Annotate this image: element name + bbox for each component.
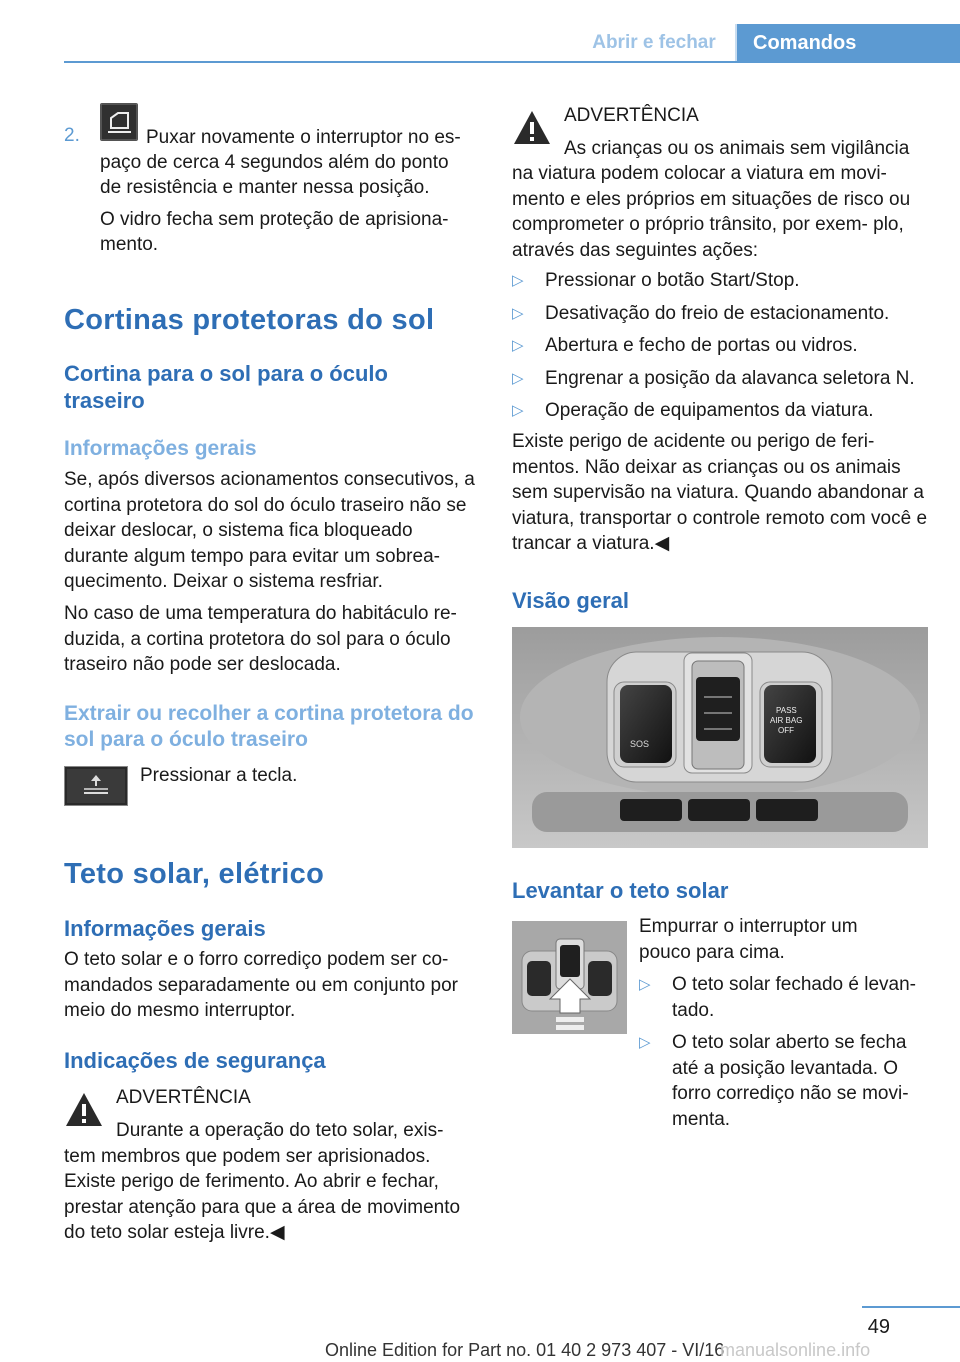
off-label: OFF bbox=[778, 726, 794, 735]
step-number: 2. bbox=[64, 125, 80, 146]
heading-info-gerais-1: Informações gerais bbox=[64, 437, 257, 460]
list-item: ▷ O teto solar fechado é levan- tado. bbox=[639, 974, 916, 1021]
pass-label: PASS bbox=[776, 706, 797, 715]
para-info-2: No caso de uma temperatura do habitáculo re- duzida, a cortina protetora do sol para o óculo traseiro não pode ser deslocada. bbox=[64, 603, 457, 675]
levantar-text: Empurrar o interruptor um pouco para cima. bbox=[639, 916, 858, 963]
heading-info-gerais-2: Informações gerais bbox=[64, 916, 266, 941]
sos-label: SOS bbox=[630, 739, 650, 749]
step-text-1: Puxar novamente o interruptor no es- bbox=[146, 127, 461, 148]
triangle-bullet-icon: ▷ bbox=[512, 402, 524, 419]
step-text-2: paço de cerca 4 segundos além do ponto bbox=[100, 152, 449, 173]
triangle-bullet-icon: ▷ bbox=[639, 976, 651, 993]
triangle-bullet-icon: ▷ bbox=[639, 1034, 651, 1051]
list-item: ▷ Pressionar o botão Start/Stop. bbox=[512, 268, 932, 294]
warn-end-right: Existe perigo de acidente ou perigo de feri- mentos. Não deixar as crianças ou os animais sem supervisão na viatura. Quando abandonar a viatura, transportar o controle remoto com você e trancar a viatura.◀ bbox=[512, 431, 928, 554]
step-note-2: mento. bbox=[100, 234, 159, 255]
edition-text: Online Edition for Part no. 01 40 2 973 407 - VI/16 bbox=[325, 1340, 725, 1360]
step-text-3: de resistência e manter nessa posição. bbox=[100, 177, 430, 198]
triangle-bullet-icon: ▷ bbox=[512, 304, 524, 322]
para-info-1: Se, após diversos acionamentos consecutivos, a cortina protetora do sol do óculo traseiro não se deixar deslocar, o sistema fica bloqueado durante algum tempo para evitar um sobrea- quecimento. Deixar o sistema resfriar. bbox=[64, 469, 475, 592]
list-item: ▷ Engrenar a posição da alavanca seletora N. bbox=[512, 366, 932, 392]
triangle-bullet-icon: ▷ bbox=[512, 272, 524, 289]
list-item: ▷ O teto solar aberto se fecha até a posição levantada. O forro corrediço não se movi- menta. bbox=[639, 1032, 909, 1130]
warning-bullet-list bbox=[512, 268, 932, 431]
sunblind-button-icon bbox=[64, 766, 128, 806]
left-column bbox=[64, 103, 480, 255]
list-item: ▷ Operação de equipamentos da viatura. bbox=[512, 398, 932, 424]
warn-title-left: ADVERTÊNCIA bbox=[116, 1087, 251, 1108]
heading-teto-solar: Teto solar, elétrico bbox=[64, 858, 325, 890]
heading-seguranca: Indicações de segurança bbox=[64, 1048, 326, 1073]
warn-title-right: ADVERTÊNCIA bbox=[564, 105, 699, 126]
header-rule bbox=[64, 61, 960, 63]
footer-rule bbox=[862, 1306, 960, 1308]
heading-extrair: Extrair ou recolher a cortina protetora do sol para o óculo traseiro bbox=[64, 702, 474, 751]
heading-levantar: Levantar o teto solar bbox=[512, 878, 729, 903]
heading-cortina-oculo: Cortina para o sol para o óculo traseiro bbox=[64, 361, 388, 413]
step-note-1: O vidro fecha sem proteção de aprisiona- bbox=[100, 209, 449, 230]
tab-abrir-e-fechar[interactable]: Abrir e fechar bbox=[592, 32, 716, 53]
warn-line-1-right: As crianças ou os animais sem vigilância bbox=[564, 138, 910, 159]
roof-switch-up-image bbox=[512, 921, 627, 1034]
step-2 bbox=[64, 103, 480, 255]
warn-text-left: Durante a operação do teto solar, exis- tem membros que podem ser aprisionados. Existe perigo de ferimento. Ao abrir e fechar, prestar atenção para que a área de movimento do teto solar esteja livre.◀ bbox=[64, 1120, 461, 1243]
watermark: manualsonline.info bbox=[720, 1340, 871, 1360]
heading-visao-geral: Visão geral bbox=[512, 588, 629, 613]
list-item: ▷ Desativação do freio de estacionamento. bbox=[512, 301, 932, 327]
para-teto: O teto solar e o forro corrediço podem ser co- mandados separadamente ou em conjunto por meio do mesmo interruptor. bbox=[64, 949, 458, 1021]
overhead-console-image bbox=[512, 627, 928, 848]
warning-icon bbox=[512, 108, 552, 148]
heading-cortinas: Cortinas protetoras do sol bbox=[64, 304, 435, 336]
page-number: 49 bbox=[867, 1316, 890, 1338]
tab-comandos[interactable]: Comandos bbox=[737, 24, 960, 63]
triangle-bullet-icon: ▷ bbox=[512, 369, 524, 387]
list-item: ▷ Abertura e fecho de portas ou vidros. bbox=[512, 333, 932, 359]
triangle-bullet-icon: ▷ bbox=[512, 337, 524, 354]
airbag-label: AIR BAG bbox=[770, 716, 803, 725]
window-switch-icon bbox=[100, 103, 138, 141]
warn-text-right: na viatura podem colocar a viatura em movi- mento e eles próprios em situações de risco ou comprometer o próprio trânsito, por exem- plo, através das seguintes ações: bbox=[512, 163, 911, 261]
press-key-text: Pressionar a tecla. bbox=[140, 765, 298, 786]
levantar-bullet-list bbox=[639, 972, 929, 1139]
